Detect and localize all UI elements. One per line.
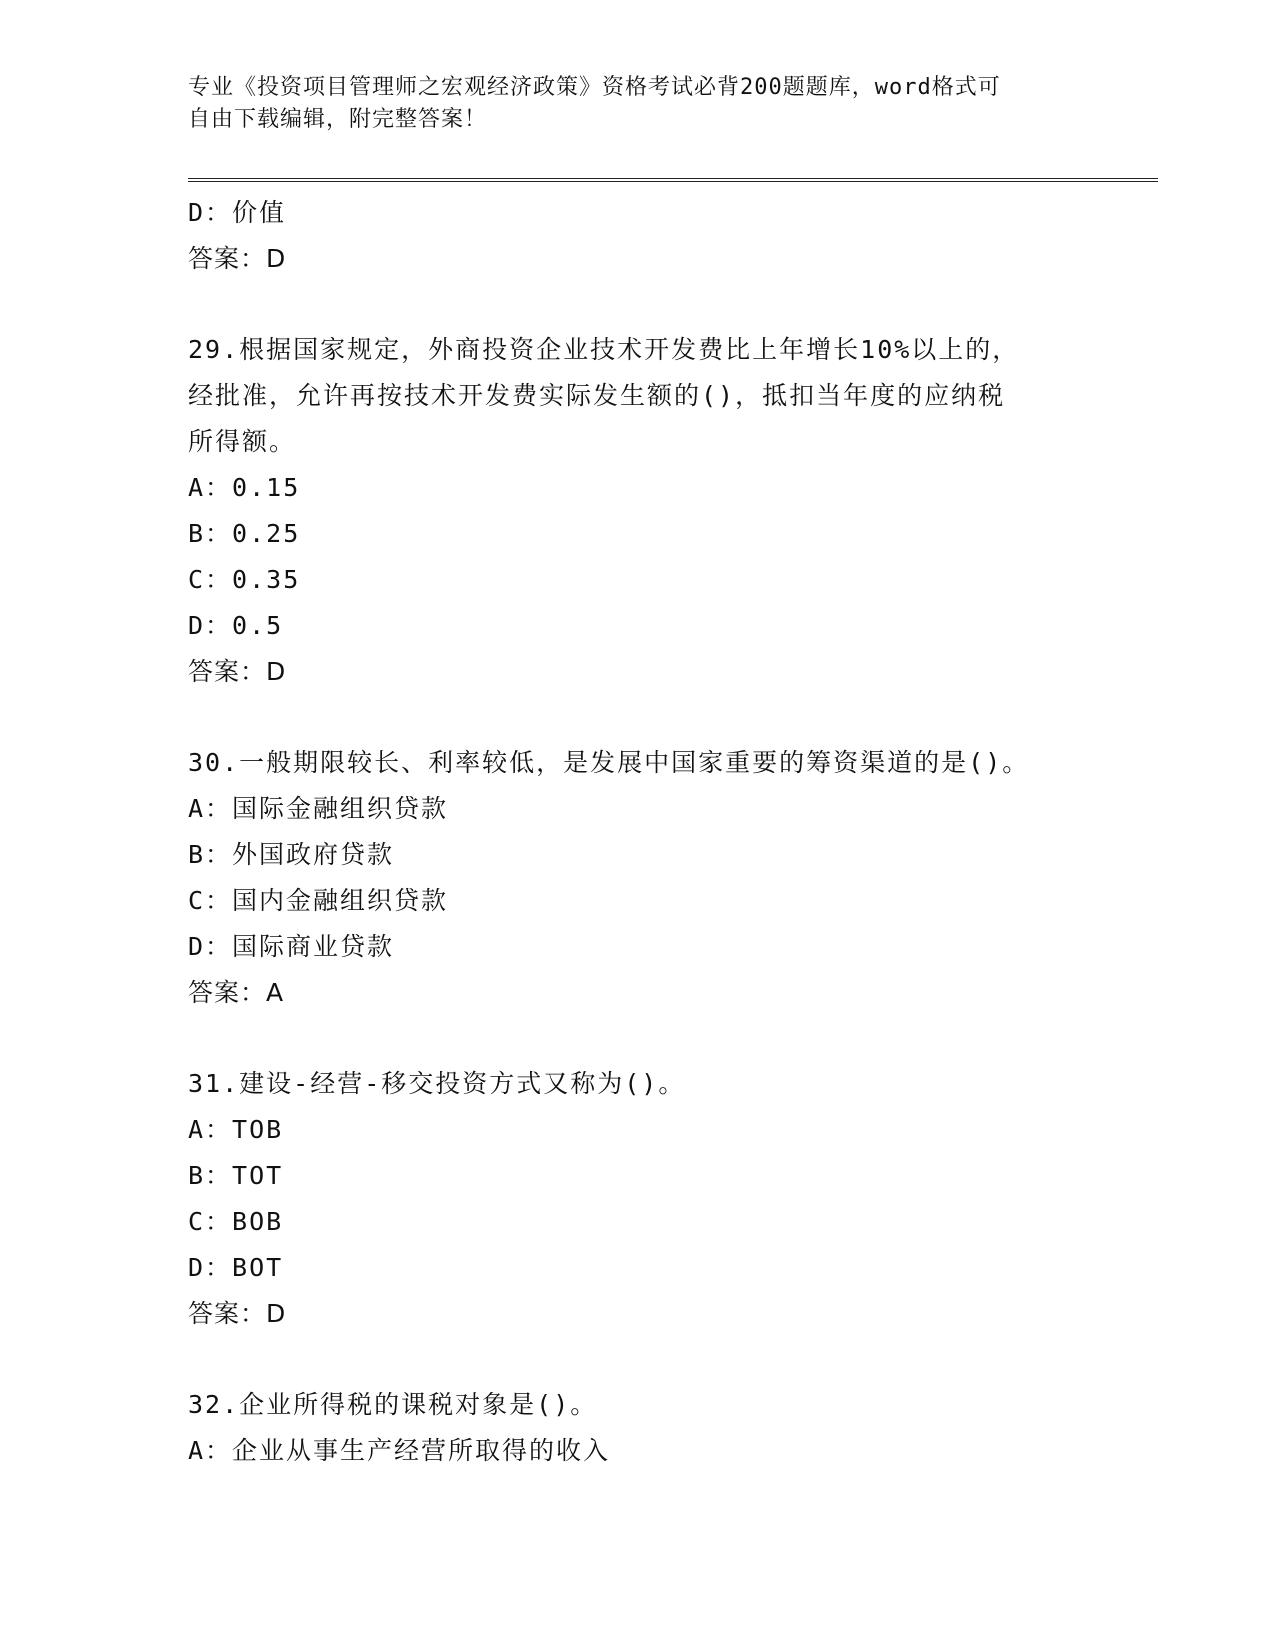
spacer: [188, 1337, 1088, 1382]
option-a: A：国际金融组织贷款: [188, 794, 449, 823]
spacer: [188, 695, 1088, 740]
option-a: A：TOB: [188, 1115, 284, 1144]
prev-option-d: D：价值: [188, 198, 287, 227]
prev-answer: 答案：D: [188, 244, 287, 273]
option-c: C：0.35: [188, 565, 301, 594]
option-c: C：BOB: [188, 1207, 284, 1236]
option-b: B：外国政府贷款: [188, 840, 395, 869]
option-d: D：0.5: [188, 611, 284, 640]
question-29: [188, 327, 1088, 695]
option-a: A：企业从事生产经营所取得的收入: [188, 1436, 611, 1465]
question-stem-line: 31.建设-经营-移交投资方式又称为()。: [188, 1069, 686, 1098]
spacer: [188, 1016, 1088, 1061]
answer: 答案：D: [188, 657, 287, 686]
answer: 答案：D: [188, 1299, 287, 1328]
question-31: [188, 1061, 1088, 1337]
header-divider: [188, 178, 1158, 182]
question-30: [188, 740, 1088, 1016]
question-stem-line: 32.企业所得税的课税对象是()。: [188, 1390, 598, 1419]
question-stem-line: 30.一般期限较长、利率较低，是发展中国家重要的筹资渠道的是()。: [188, 748, 1030, 777]
answer: 答案：A: [188, 978, 285, 1007]
option-a: A：0.15: [188, 473, 301, 502]
option-b: B：TOT: [188, 1161, 284, 1190]
header-line-1: 专业《投资项目管理师之宏观经济政策》资格考试必背200题题库，word格式可: [188, 75, 1001, 100]
question-stem-line: 所得额。: [188, 427, 297, 456]
question-list: [188, 190, 1088, 1474]
option-d: D：国际商业贷款: [188, 932, 395, 961]
header-line-2: 自由下载编辑，附完整答案！: [188, 107, 488, 132]
question-32: [188, 1382, 1088, 1474]
question-stem-line: 29.根据国家规定，外商投资企业技术开发费比上年增长10%以上的，: [188, 335, 1020, 364]
option-c: C：国内金融组织贷款: [188, 886, 449, 915]
option-d: D：BOT: [188, 1253, 284, 1282]
question-stem-line: 经批准，允许再按技术开发费实际发生额的()，抵扣当年度的应纳税: [188, 381, 1006, 410]
document-header: [188, 72, 1088, 136]
spacer: [188, 282, 1088, 327]
option-b: B：0.25: [188, 519, 301, 548]
